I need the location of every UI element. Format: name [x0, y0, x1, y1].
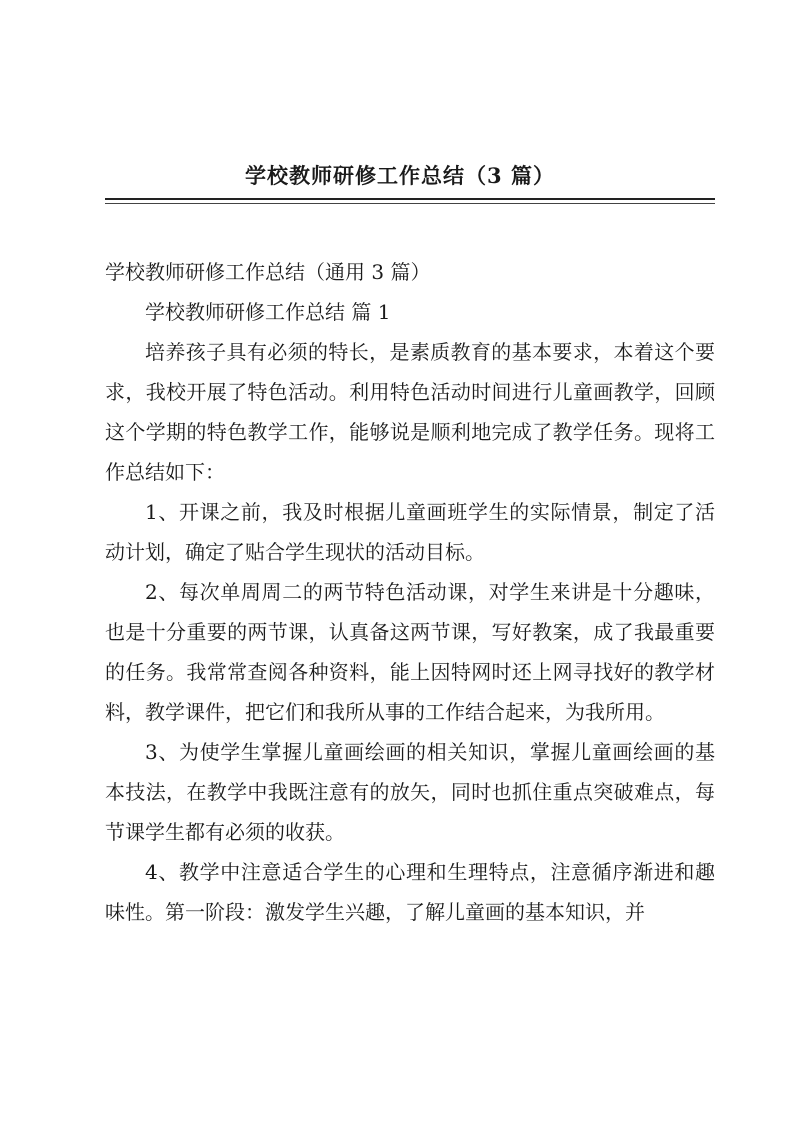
title-divider-thin [105, 203, 715, 204]
document-body [105, 252, 715, 932]
title-divider-thick [105, 198, 715, 200]
body-paragraph: 4、教学中注意适合学生的心理和生理特点，注意循序渐进和趣味性。第一阶段：激发学生兴趣，了解儿童画的基本知识，并 [105, 860, 715, 924]
body-paragraph: 3、为使学生掌握儿童画绘画的相关知识，掌握儿童画绘画的基本技法，在教学中我既注意有的放矢，同时也抓住重点突破难点，每节课学生都有必须的收获。 [105, 740, 715, 844]
document-title: 学校教师研修工作总结（3 篇） [245, 163, 555, 188]
body-paragraph: 2、每次单周周二的两节特色活动课，对学生来讲是十分趣味，也是十分重要的两节课，认真备这两节课，写好教案，成了我最重要的任务。我常常查阅各种资料，能上因特网时还上网寻找好的教学材料，教学课件，把它们和我所从事的工作结合起来，为我所用。 [105, 580, 715, 724]
body-paragraph: 1、开课之前，我及时根据儿童画班学生的实际情景，制定了活动计划，确定了贴合学生现状的活动目标。 [105, 500, 715, 564]
section-heading: 学校教师研修工作总结 篇 1 [145, 300, 391, 324]
subtitle-paragraph: 学校教师研修工作总结（通用 3 篇） [105, 260, 431, 284]
body-paragraph: 培养孩子具有必须的特长，是素质教育的基本要求，本着这个要求，我校开展了特色活动。利用特色活动时间进行儿童画教学，回顾这个学期的特色教学工作，能够说是顺利地完成了教学任务。现将工作总结如下： [105, 340, 715, 484]
